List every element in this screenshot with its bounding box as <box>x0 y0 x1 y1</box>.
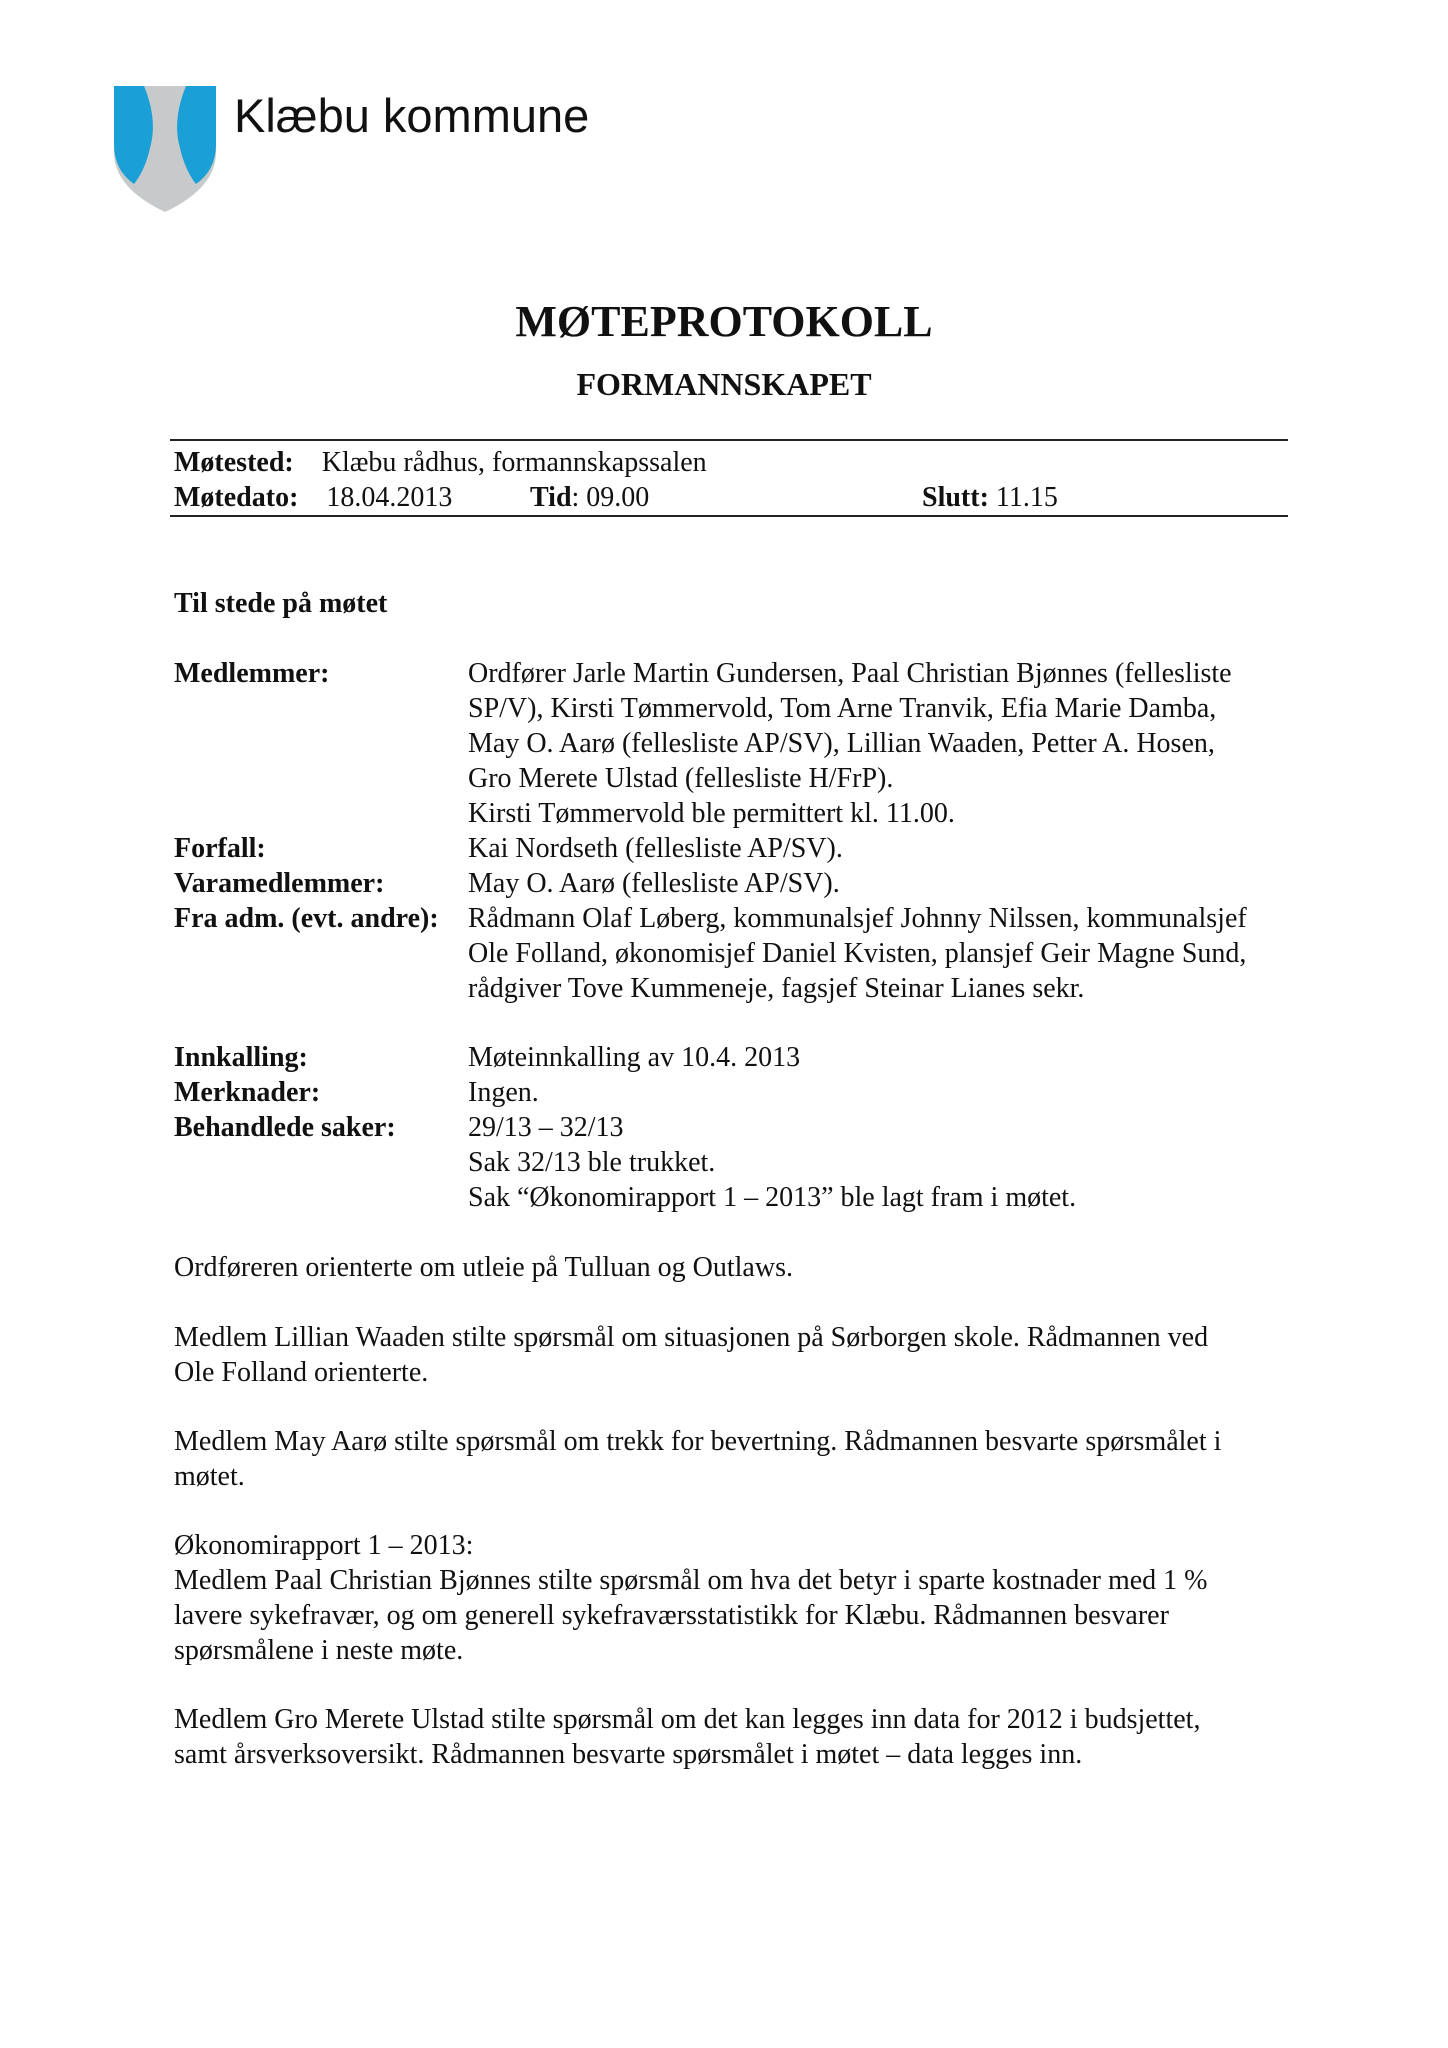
meeting-place-label: Møtested: <box>174 447 294 478</box>
value-line: Sak “Økonomirapport 1 – 2013” ble lagt fram i møtet. <box>468 1182 1077 1213</box>
paragraph-waaden-question <box>174 1320 1294 1390</box>
paragraph-line: samt årsverksoversikt. Rådmannen besvarte spørsmålet i møtet – data legges inn. <box>174 1739 1083 1770</box>
paragraph-ulstad-question <box>174 1702 1294 1772</box>
divider-bottom <box>170 515 1288 517</box>
summary-row-cases <box>174 1110 1294 1215</box>
attendance-list <box>174 656 1294 1006</box>
row-label: Forfall: <box>174 833 266 864</box>
paragraph-line: Ole Folland orienterte. <box>174 1357 429 1388</box>
paragraph-line: Økonomirapport 1 – 2013: <box>174 1530 474 1561</box>
meeting-date-line <box>174 481 452 515</box>
attendance-row-absent <box>174 831 1294 866</box>
value-line: Møteinnkalling av 10.4. 2013 <box>468 1042 801 1073</box>
value-line: Sak 32/13 ble trukket. <box>468 1147 716 1178</box>
divider-top <box>170 439 1288 441</box>
attendance-row-members <box>174 656 1294 831</box>
value-line: Rådmann Olaf Løberg, kommunalsjef Johnny Nilssen, kommunalsjef <box>468 903 1247 934</box>
value-line: 29/13 – 32/13 <box>468 1112 624 1143</box>
meeting-time-label: Tid <box>530 482 572 513</box>
row-value <box>468 866 1294 901</box>
value-line: Kirsti Tømmervold ble permittert kl. 11.00. <box>468 798 955 829</box>
paragraph-line: Medlem Lillian Waaden stilte spørsmål om situasjonen på Sørborgen skole. Rådmannen ved <box>174 1322 1209 1353</box>
summary-row-notice <box>174 1040 1294 1075</box>
value-line: Gro Merete Ulstad (fellesliste H/FrP). <box>468 763 894 794</box>
meeting-place-line <box>174 446 707 480</box>
municipality-name: Klæbu kommune <box>234 89 590 142</box>
value-line: SP/V), Kirsti Tømmervold, Tom Arne Tranvik, Efia Marie Damba, <box>468 693 1217 724</box>
paragraph-line: lavere sykefravær, og om generell sykefraværsstatistikk for Klæbu. Rådmannen besvarer <box>174 1600 1169 1631</box>
meeting-end-label: Slutt: <box>922 482 989 513</box>
row-value <box>468 1075 1294 1110</box>
meeting-time-value: : 09.00 <box>571 482 650 513</box>
summary-row-remarks <box>174 1075 1294 1110</box>
row-label: Varamedlemmer: <box>174 868 385 899</box>
meeting-end-value: 11.15 <box>988 482 1058 513</box>
row-value <box>468 656 1294 831</box>
klaebu-coat-of-arms-logo <box>112 86 218 212</box>
row-value <box>468 901 1294 1006</box>
paragraph-line: Medlem Paal Christian Bjønnes stilte spørsmål om hva det betyr i sparte kostnader med 1 % <box>174 1565 1208 1596</box>
value-line: May O. Aarø (fellesliste AP/SV), Lillian Waaden, Petter A. Hosen, <box>468 728 1215 759</box>
value-line: Ordfører Jarle Martin Gundersen, Paal Christian Bjønnes (fellesliste <box>468 658 1232 689</box>
meeting-place-value: Klæbu rådhus, formannskapssalen <box>321 447 707 478</box>
paragraph-line: Medlem May Aarø stilte spørsmål om trekk for bevertning. Rådmannen besvarte spørsmålet i <box>174 1426 1222 1457</box>
meeting-summary <box>174 1040 1294 1215</box>
document-title: MØTEPROTOKOLL <box>515 297 933 346</box>
row-label: Merknader: <box>174 1077 321 1108</box>
row-value <box>468 1040 1294 1075</box>
row-value <box>468 831 1294 866</box>
row-label: Innkalling: <box>174 1042 308 1073</box>
value-line: Ingen. <box>468 1077 539 1108</box>
meeting-end <box>922 481 1058 515</box>
value-line: rådgiver Tove Kummeneje, fagsjef Steinar Lianes sekr. <box>468 973 1085 1004</box>
row-label: Behandlede saker: <box>174 1112 396 1143</box>
attendance-heading: Til stede på møtet <box>174 588 388 619</box>
attendance-row-substitutes <box>174 866 1294 901</box>
attendance-row-administration <box>174 901 1294 1006</box>
paragraph-mayor-info <box>174 1250 1294 1285</box>
row-label: Fra adm. (evt. andre): <box>174 903 439 934</box>
value-line: Kai Nordseth (fellesliste AP/SV). <box>468 833 843 864</box>
paragraph-line: spørsmålene i neste møte. <box>174 1635 464 1666</box>
meeting-date-value: 18.04.2013 <box>326 482 453 513</box>
paragraph-economy-report <box>174 1528 1294 1668</box>
paragraph-aaro-question <box>174 1424 1294 1494</box>
value-line: May O. Aarø (fellesliste AP/SV). <box>468 868 840 899</box>
paragraph-line: møtet. <box>174 1461 245 1492</box>
row-value <box>468 1110 1294 1215</box>
document-subtitle: FORMANNSKAPET <box>576 366 872 402</box>
paragraph-line: Medlem Gro Merete Ulstad stilte spørsmål om det kan legges inn data for 2012 i budsjettet, <box>174 1704 1201 1735</box>
paragraph-line: Ordføreren orienterte om utleie på Tulluan og Outlaws. <box>174 1252 793 1283</box>
row-label: Medlemmer: <box>174 658 330 689</box>
value-line: Ole Folland, økonomisjef Daniel Kvisten, plansjef Geir Magne Sund, <box>468 938 1247 969</box>
meeting-time <box>530 481 649 515</box>
meeting-date-label: Møtedato: <box>174 482 299 513</box>
